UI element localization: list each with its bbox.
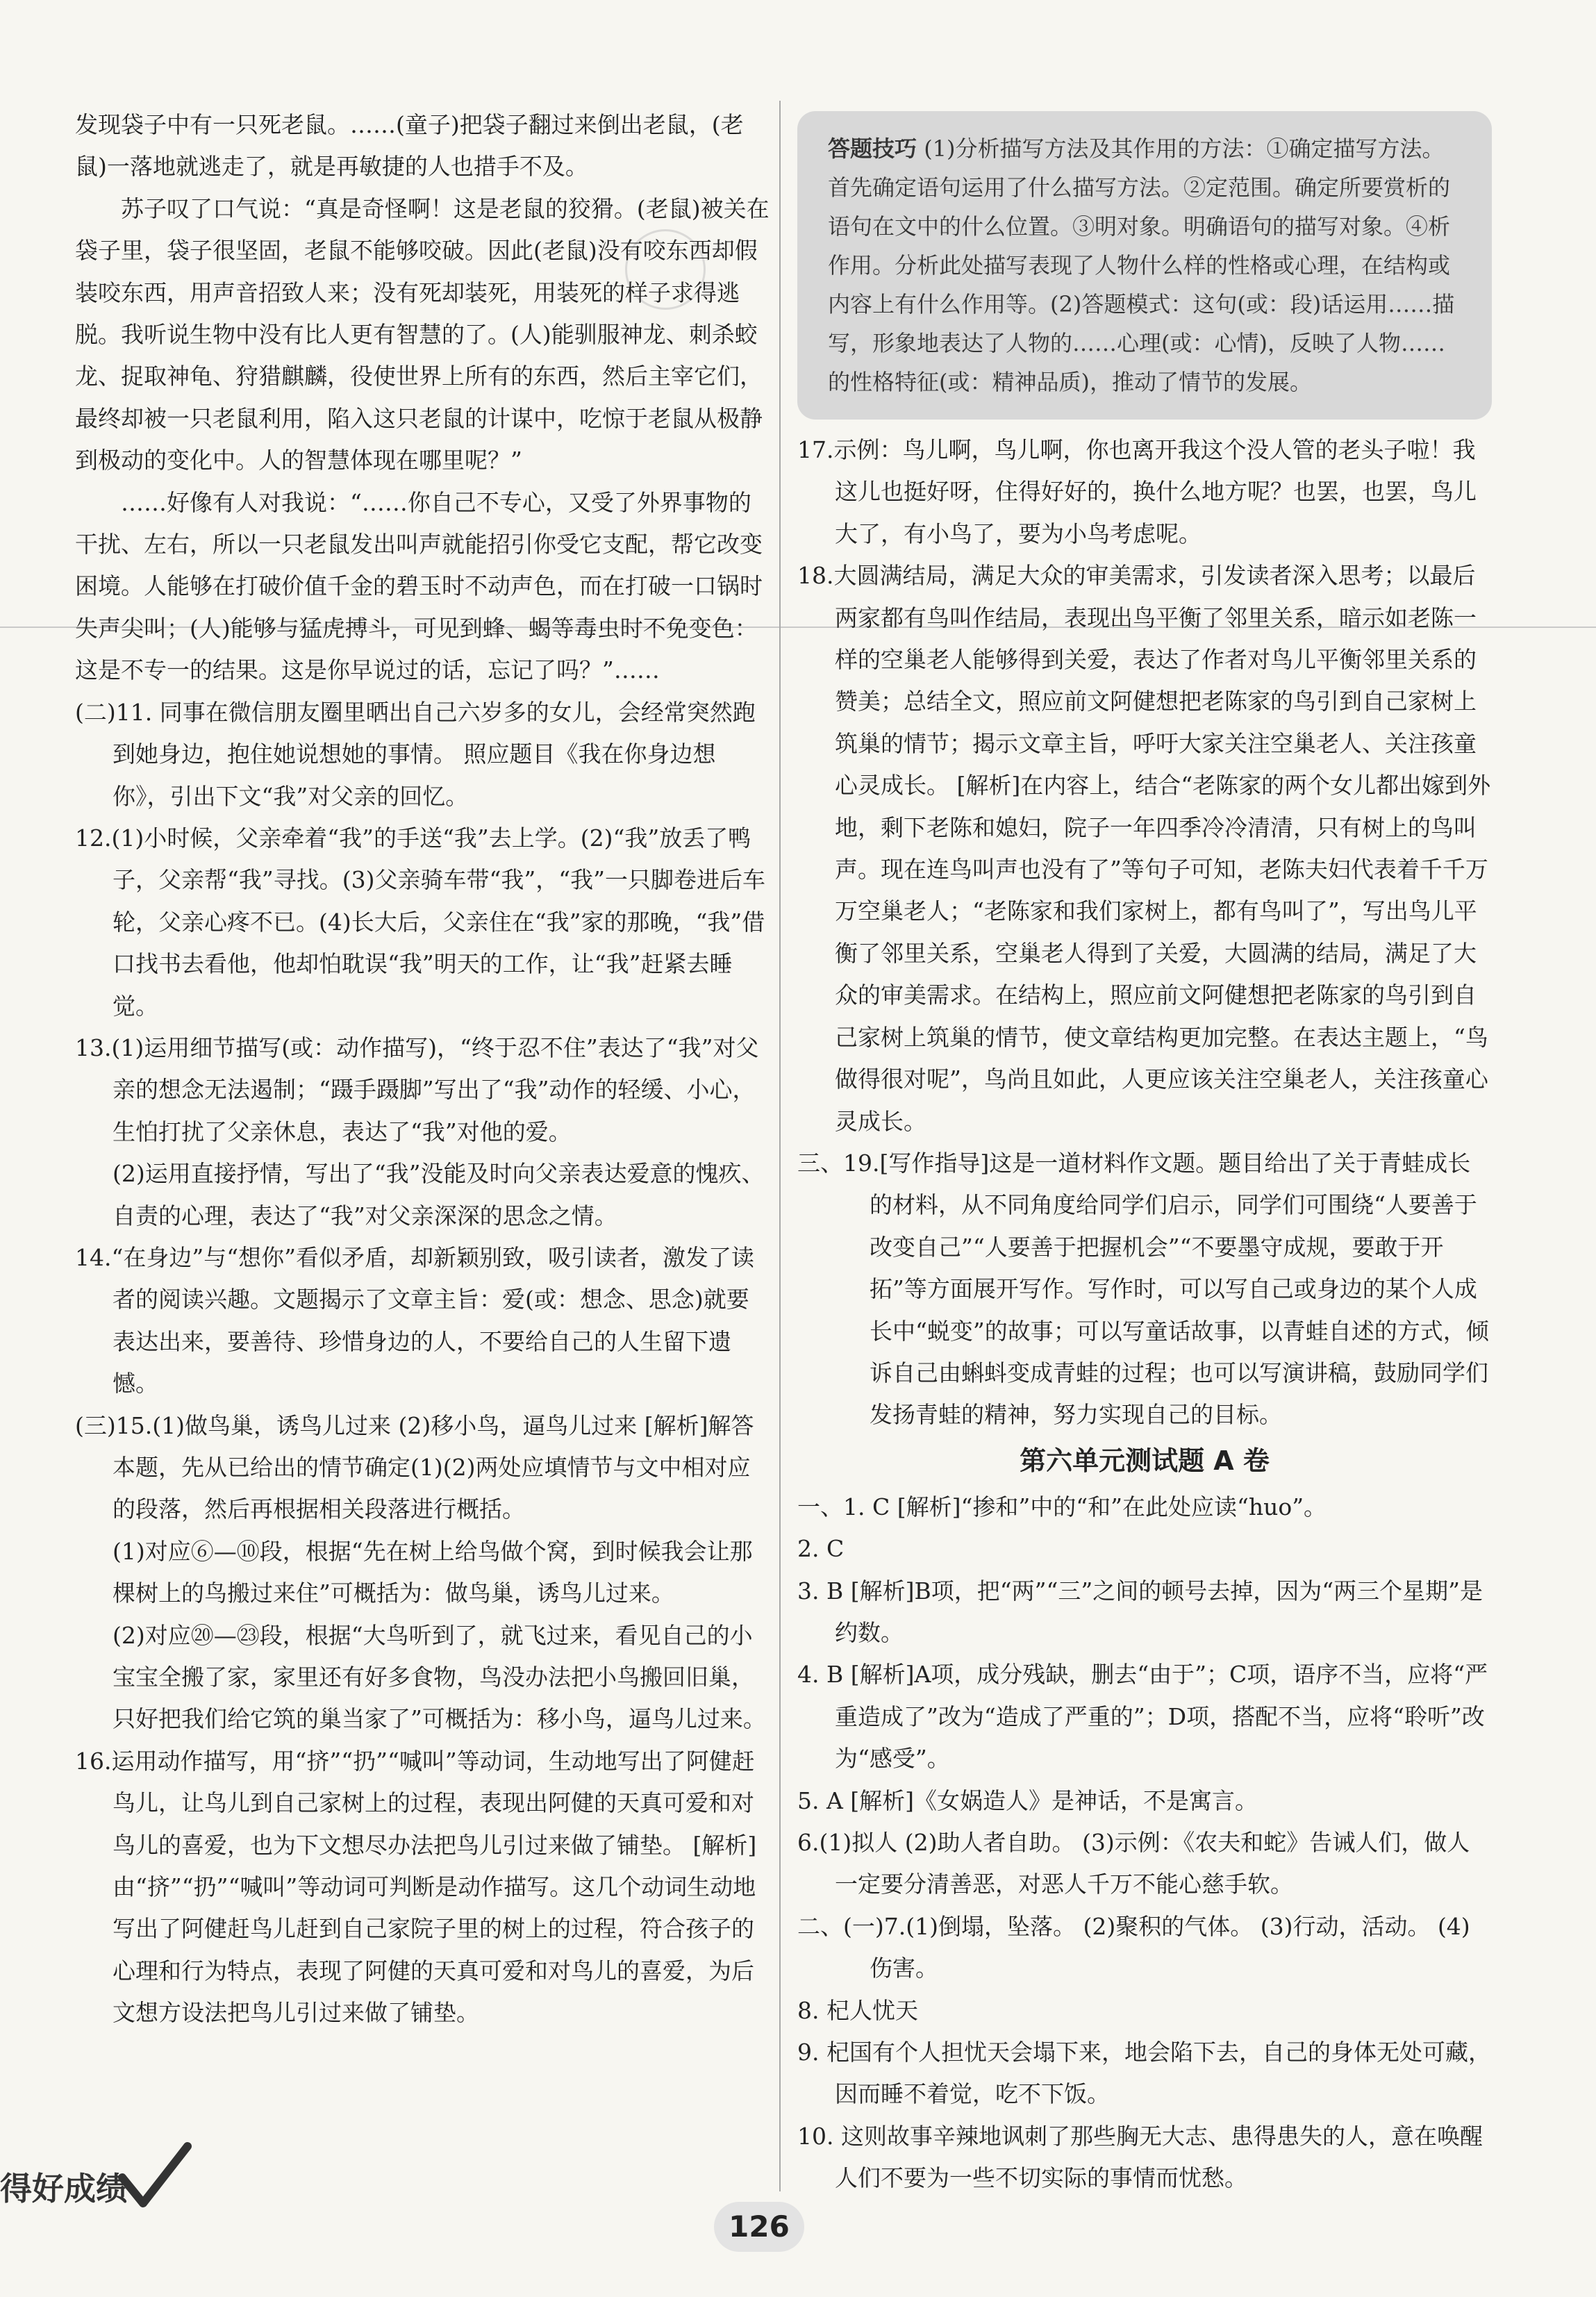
answer-11: (二)11. 同事在微信朋友圈里晒出自己六岁多的女儿，会经常突然跑到她身边，抱住她说想她的事情。 照应题目《我在你身边想你》，引出下文“我”对父亲的回忆。 (75, 698, 756, 810)
answer-19: 三、19.[写作指导]这是一道材料作文题。题目给出了关于青蛙成长的材料，从不同角度给同学们启示，同学们可围绕“人要善于改变自己”“人要善于把握机会”“不要墨守成规，要敢于开拓”等方面展开写作。写作时，可以写自己或身边的某个人成长中“蜕变”的故事；可以写童话故事，以青蛙自述的方式，倾诉自己由蝌蚪变成青蛙的过程；也可以写演讲稿，鼓励同学们发扬青蛙的精神，努力实现自己的目标。 (797, 1149, 1489, 1429)
answer-16: 16.运用动作描写，用“挤”“扔”“喊叫”等动词，生动地写出了阿健赶鸟儿，让鸟儿到自己家树上的过程，表现出阿健的天真可爱和对鸟儿的喜爱，也为下文想尽办法把鸟儿引过来做了铺垫。 [解析]由“挤”“扔”“喊叫”等动词可判断是动作描写。这几个动词生动地写出了阿健赶鸟儿赶到自己家院子里的树上的过程，符合孩子的心理和行为特点，表现了阿健的天真可爱和对鸟儿的喜爱，为后文想方设法把鸟儿引过来做了铺垫。 (75, 1747, 757, 2027)
unit6-answer-3: 3. B [解析]B项，把“两”“三”之间的顿号去掉，因为“两三个星期”是约数。 (797, 1577, 1483, 1646)
answer-tip-box (797, 111, 1492, 420)
unit6-answer-10: 10. 这则故事辛辣地讽刺了那些胸无大志、患得患失的人，意在唤醒人们不要为一些不切实际的事情而忧愁。 (797, 2122, 1483, 2192)
answer-15-2: (2)对应⑳—㉓段，根据“大鸟听到了，就飞过来，看见自己的小宝宝全搬了家，家里还有好多食物，鸟没办法把小鸟搬回旧巢，只好把我们给它筑的巢当家了”可概括为：移小鸟，逼鸟儿过来。 (113, 1621, 766, 1733)
answer-12: 12.(1)小时候，父亲牵着“我”的手送“我”去上学。(2)“我”放丢了鸭子，父亲帮“我”寻找。(3)父亲骑车带“我”，“我”一只脚卷进后车轮，父亲心疼不已。(4)长大后，父亲住在“我”家的那晚，“我”借口找书去看他，他却怕耽误“我”明天的工作，让“我”赶紧去睡觉。 (75, 824, 765, 1020)
answer-17: 17.示例：鸟儿啊，鸟儿啊，你也离开我这个没人管的老头子啦！我这儿也挺好呀，住得好好的，换什么地方呢？也罢，也罢，鸟儿大了，有小鸟了，要为小鸟考虑呢。 (797, 436, 1477, 547)
left-para-1: 发现袋子中有一只死老鼠。……(童子)把袋子翻过来倒出老鼠，(老鼠)一落地就逃走了，就是再敏捷的人也措手不及。 (75, 111, 744, 181)
unit6-answer-2: 2. C (797, 1535, 845, 1563)
answer-13-1: 13.(1)运用细节描写(或：动作描写)，“终于忍不住”表达了“我”对父亲的想念无法遏制；“蹑手蹑脚”写出了“我”动作的轻缓、小心，生怕打扰了父亲休息，表达了“我”对他的爱。 (75, 1034, 759, 1145)
unit6-answer-5: 5. A [解析]《女娲造人》是神话，不是寓言。 (797, 1786, 1258, 1814)
answer-18: 18.大圆满结局，满足大众的审美需求，引发读者深入思考；以最后两家都有鸟叫作结局，表现出鸟平衡了邻里关系，暗示如老陈一样的空巢老人能够得到关爱，表达了作者对鸟儿平衡邻里关系的赞美；总结全文，照应前文阿健想把老陈家的鸟引到自己家树上筑巢的情节；揭示文章主旨，呼吁大家关注空巢老人、关注孩童心灵成长。 [解析]在内容上，结合“老陈家的两个女儿都出嫁到外地，剩下老陈和媳妇，院子一年四季冷冷清清，只有树上的鸟叫声。现在连鸟叫声也没有了”等句子可知，老陈夫妇代表着千千万万空巢老人；“老陈家和我们家树上，都有鸟叫了”，写出鸟儿平衡了邻里关系，空巢老人得到了关爱，大圆满的结局，满足了大众的审美需求。在结构上，照应前文阿健想把老陈家的鸟引到自己家树上筑巢的情节，使文章结构更加完整。在表达主题上，“鸟做得很对呢”，鸟尚且如此，人更应该关注空巢老人，关注孩童心灵成长。 (797, 562, 1491, 1135)
unit6-answer-4: 4. B [解析]A项，成分残缺，删去“由于”；C项，语序不当，应将“严重造成了”改为“造成了严重的”；D项，搭配不当，应将“聆听”改为“感受”。 (797, 1661, 1488, 1773)
answer-13-2: (2)运用直接抒情，写出了“我”没能及时向父亲表达爱意的愧疚、自责的心理，表达了“我”对父亲深深的思念之情。 (113, 1160, 765, 1229)
tip-text: (1)分析描写方法及其作用的方法：①确定描写方法。首先确定语句运用了什么描写方法。②定范围。确定所要赏析的语句在文中的什么位置。③明对象。明确语句的描写对象。④析作用。分析此处描写表现了人物什么样的性格或心理，在结构或内容上有什么作用等。(2)答题模式：这句(或：段)话运用……描写，形象地表达了人物的……心理(或：心情)，反映了人物……的性格特征(或：精神品质)，推动了情节的发展。 (828, 135, 1455, 395)
unit6-answer-8: 8. 杞人忧天 (797, 1996, 918, 2024)
column-divider (779, 101, 781, 2191)
left-para-3: ……好像有人对我说：“……你自己不专心，又受了外界事物的干扰、左右，所以一只老鼠发出叫声就能招引你受它支配，帮它改变困境。人能够在打破价值千金的碧玉时不动声色，而在打破一口锅时失声尖叫；(人)能够与猛虎搏斗，可见到蜂、蝎等毒虫时不免变色：这是不专一的结果。这是你早说过的话，忘记了吗？”…… (75, 488, 763, 684)
unit6-answer-7: 二、(一)7.(1)倒塌，坠落。 (2)聚积的气体。 (3)行动，活动。 (4)伤害。 (797, 1912, 1470, 1982)
answer-15: (三)15.(1)做鸟巢，诱鸟儿过来 (2)移小鸟，逼鸟儿过来 [解析]解答本题，先从已给出的情节确定(1)(2)两处应填情节与文中相对应的段落，然后再根据相关段落进行概括。 (75, 1411, 754, 1523)
left-column (75, 104, 770, 2034)
unit6-answer-9: 9. 杞国有个人担忧天会塌下来，地会陷下去，自己的身体无处可藏，因而睡不着觉，吃不下饭。 (797, 2039, 1491, 2108)
answer-14: 14.“在身边”与“想你”看似矛盾，却新颖别致，吸引读者，激发了读者的阅读兴趣。文题揭示了文章主旨：爱(或：想念、思念)就要表达出来，要善待、珍惜身边的人，不要给自己的人生留下遗憾。 (75, 1243, 754, 1398)
unit6-answer-6: 6.(1)拟人 (2)助人者自助。 (3)示例：《农夫和蛇》告诫人们，做人一定要分清善恶，对恶人千万不能心慈手软。 (797, 1829, 1470, 1898)
footer-logo: 得好成绩 (0, 2170, 128, 2207)
tip-label: 答题技巧 (828, 135, 917, 162)
left-para-2: 苏子叹了口气说：“真是奇怪啊！这是老鼠的狡猾。(老鼠)被关在袋子里，袋子很坚固，老鼠不能够咬破。因此(老鼠)没有咬东西却假装咬东西，用声音招致人来；没有死却装死，用装死的样子求得逃脱。我听说生物中没有比人更有智慧的了。(人)能驯服神龙、刺杀蛟龙、捉取神龟、狩猎麒麟，役使世界上所有的东西，然后主宰它们，最终却被一只老鼠利用，陷入这只老鼠的计谋中，吃惊于老鼠从极静到极动的变化中。人的智慧体现在哪里呢？” (75, 194, 770, 474)
unit6-answer-1: 一、1. C [解析]“掺和”中的“和”在此处应读“huo”。 (797, 1493, 1327, 1520)
unit-test-heading: 第六单元测试题 A 卷 (1020, 1445, 1270, 1476)
answer-15-1: (1)对应⑥—⑩段，根据“先在树上给鸟做个窝，到时候我会让那棵树上的鸟搬过来住”可概括为：做鸟巢，诱鸟儿过来。 (113, 1537, 753, 1607)
right-column (797, 104, 1492, 2200)
page-number: 126 (714, 2202, 804, 2252)
checkmark-icon (117, 2139, 193, 2216)
